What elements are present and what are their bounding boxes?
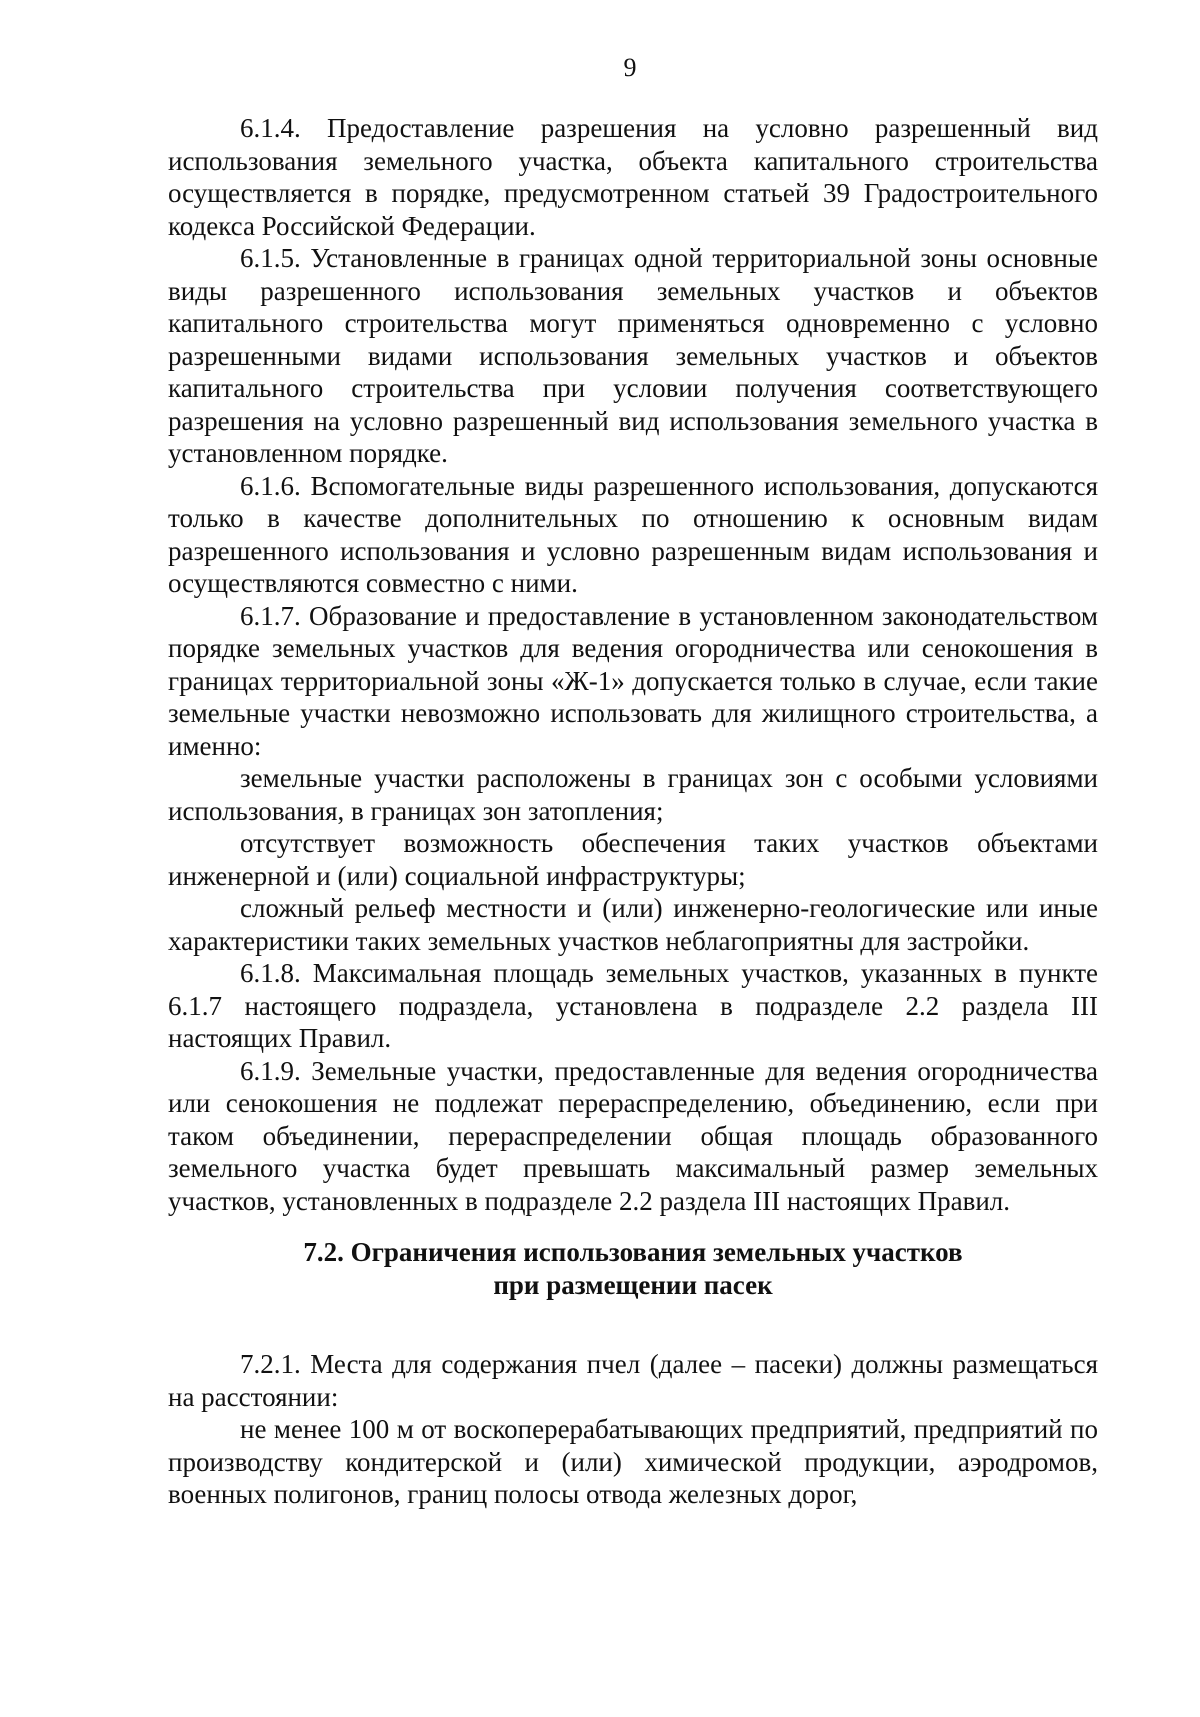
- paragraph-6-1-9: 6.1.9. Земельные участки, предоставленные для ведения огородничества или сенокошения не подлежат перераспределению, объединению, если при таком объединении, перераспределении общая площадь образованного земельного участка будет превышать максимальный размер земельных участков, установленных в подразделе 2.2 раздела III настоящих Правил.: [168, 1055, 1098, 1216]
- section-7-body: [168, 1348, 1098, 1511]
- page-number: 9: [623, 53, 637, 82]
- heading-line-1: 7.2. Ограничения использования земельных участков: [303, 1237, 963, 1267]
- list-item-infrastructure: отсутствует возможность обеспечения таких участков объектами инженерной и (или) социальной инфраструктуры;: [168, 828, 1098, 891]
- section-heading: [168, 1236, 1098, 1302]
- section-6-body: [168, 112, 1098, 1217]
- paragraph-6-1-8: 6.1.8. Максимальная площадь земельных участков, указанных в пункте 6.1.7 настоящего подраздела, установлена в подразделе 2.2 раздела III настоящих Правил.: [168, 958, 1098, 1053]
- paragraph-6-1-5: 6.1.5. Установленные в границах одной территориальной зоны основные виды разрешенного использования земельных участков и объектов капитального строительства могут применяться одновременно с условно разрешенными видами использования земельных участков и объектов капитального строительства при условии получения соответствующего разрешения на условно разрешенный вид использования земельного участка в установленном порядке.: [168, 243, 1098, 468]
- paragraph-6-1-6: 6.1.6. Вспомогательные виды разрешенного использования, допускаются только в качестве дополнительных по отношению к основным видам разрешенного использования и условно разрешенным видам использования и осуществляются совместно с ними.: [168, 470, 1098, 598]
- paragraph-6-1-7: 6.1.7. Образование и предоставление в установленном законодательством порядке земельных участков для ведения огородничества или сенокошения в границах территориальной зоны «Ж-1» допускается только в случае, если такие земельные участки невозможно использовать для жилищного строительства, а именно:: [168, 600, 1098, 761]
- list-item-distance: не менее 100 м от воскоперерабатывающих предприятий, предприятий по производству кондитерской и (или) химической продукции, аэродромов, военных полигонов, границ полосы отвода железных дорог,: [168, 1414, 1098, 1509]
- heading-line-2: при размещении пасек: [493, 1270, 773, 1300]
- list-item-relief: сложный рельеф местности и (или) инженерно-геологические или иные характеристики таких земельных участков неблагоприятны для застройки.: [168, 893, 1098, 956]
- paragraph-6-1-4: 6.1.4. Предоставление разрешения на условно разрешенный вид использования земельного участка, объекта капитального строительства осуществляется в порядке, предусмотренном статьей 39 Градостроительного кодекса Российской Федерации.: [168, 113, 1098, 241]
- list-item-zones: земельные участки расположены в границах зон с особыми условиями использования, в границах зон затопления;: [168, 763, 1098, 826]
- paragraph-7-2-1: 7.2.1. Места для содержания пчел (далее – пасеки) должны размещаться на расстоянии:: [168, 1349, 1098, 1412]
